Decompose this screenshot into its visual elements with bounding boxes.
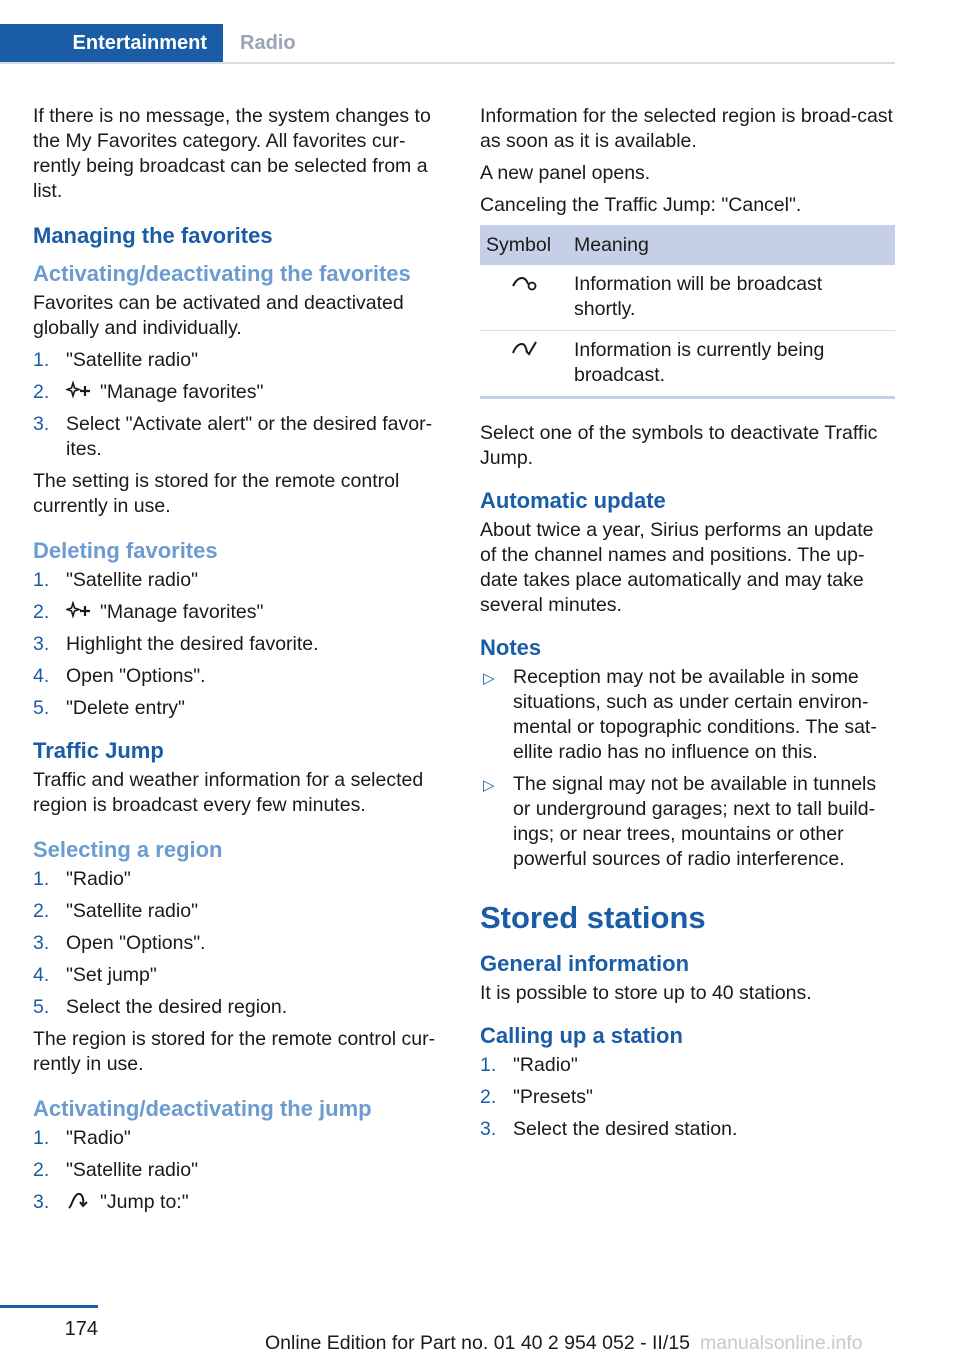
step-number: 2. bbox=[480, 1086, 497, 1108]
table-cell-meaning: Information is currently being broadcast. bbox=[568, 331, 895, 398]
step-text: "Radio" bbox=[513, 1054, 578, 1076]
bullet-triangle-icon: ▷ bbox=[483, 777, 495, 794]
heading-traffic-jump: Traffic Jump bbox=[33, 738, 164, 763]
list-item bbox=[480, 1085, 895, 1110]
step-number: 5. bbox=[33, 697, 50, 719]
step-text: "Jump to:" bbox=[100, 1191, 189, 1213]
step-number: 2. bbox=[33, 900, 50, 922]
heading-selecting-region: Selecting a region bbox=[33, 837, 223, 862]
general-paragraph: It is possible to store up to 40 stations. bbox=[480, 982, 812, 1004]
list-item bbox=[480, 1117, 895, 1142]
heading-notes: Notes bbox=[480, 635, 542, 660]
right-paragraph-1: Information for the selected region is broad-cast as soon as it is available. bbox=[480, 105, 893, 152]
broadcasting-now-icon bbox=[510, 338, 538, 358]
step-number: 1. bbox=[33, 349, 50, 371]
table-cell-symbol bbox=[480, 331, 568, 398]
step-number: 3. bbox=[480, 1118, 497, 1140]
step-number: 4. bbox=[33, 665, 50, 687]
step-number: 1. bbox=[33, 569, 50, 591]
step-text: "Radio" bbox=[66, 1127, 131, 1149]
traffic-paragraph: Traffic and weather information for a selected region is broadcast every few minutes. bbox=[33, 769, 424, 816]
step-text: "Satellite radio" bbox=[66, 1159, 198, 1181]
step-text: "Manage favorites" bbox=[100, 601, 264, 623]
tab-entertainment[interactable]: Entertainment bbox=[0, 24, 223, 62]
step-text: "Set jump" bbox=[66, 964, 157, 986]
table-header-meaning: Meaning bbox=[568, 225, 895, 265]
right-paragraph-2: A new panel opens. bbox=[480, 162, 651, 184]
step-number: 1. bbox=[480, 1054, 497, 1076]
heading-general-information: General information bbox=[480, 951, 690, 976]
list-item bbox=[480, 1053, 895, 1078]
auto-update-paragraph: About twice a year, Sirius performs an update of the channel names and positions. The up-date takes place automatically and may take several minutes. bbox=[480, 519, 874, 616]
table-cell-meaning: Information will be broadcast shortly. bbox=[568, 265, 895, 331]
tab-radio[interactable]: Radio bbox=[240, 32, 296, 54]
step-text: Highlight the desired favorite. bbox=[66, 633, 319, 655]
step-number: 2. bbox=[33, 601, 50, 623]
footer-divider bbox=[0, 1305, 98, 1308]
jump-steps bbox=[33, 1126, 448, 1215]
deleting-steps bbox=[33, 568, 448, 721]
step-number: 3. bbox=[33, 413, 50, 435]
list-item bbox=[33, 867, 448, 892]
step-text: "Radio" bbox=[66, 868, 131, 890]
table-row bbox=[480, 331, 895, 398]
list-item bbox=[33, 1190, 448, 1215]
step-text: "Satellite radio" bbox=[66, 569, 198, 591]
step-number: 3. bbox=[33, 932, 50, 954]
step-number: 4. bbox=[33, 964, 50, 986]
list-item bbox=[33, 600, 448, 625]
step-text: "Satellite radio" bbox=[66, 349, 198, 371]
manage-favorites-icon bbox=[66, 381, 92, 401]
calling-steps bbox=[480, 1053, 895, 1142]
step-number: 5. bbox=[33, 996, 50, 1018]
notes-list bbox=[480, 665, 895, 872]
step-text: Open "Options". bbox=[66, 665, 206, 687]
note-text: Reception may not be available in some situations, such as under certain environ-mental or topographic conditions. The sat-ellite radio has no influence on this. bbox=[513, 666, 877, 763]
list-item bbox=[33, 632, 448, 657]
watermark: manualsonline.info bbox=[700, 1332, 863, 1354]
note-text: The signal may not be available in tunnels or underground garages; next to tall build-ings; or near trees, mountains or other powerful sources of radio interference. bbox=[513, 773, 877, 870]
manage-favorites-icon bbox=[66, 601, 92, 621]
list-item bbox=[33, 696, 448, 721]
list-item bbox=[33, 963, 448, 988]
after-table-paragraph: Select one of the symbols to deactivate Traffic Jump. bbox=[480, 422, 878, 469]
list-item bbox=[33, 380, 448, 405]
step-number: 3. bbox=[33, 633, 50, 655]
activating-paragraph: Favorites can be activated and deactivated globally and individually. bbox=[33, 292, 404, 339]
list-item bbox=[33, 1126, 448, 1151]
page-header bbox=[0, 24, 895, 64]
list-item bbox=[480, 665, 895, 765]
page-number: 174 bbox=[64, 1318, 98, 1340]
list-item bbox=[33, 995, 448, 1020]
step-text: "Manage favorites" bbox=[100, 381, 264, 403]
broadcast-soon-icon bbox=[510, 272, 538, 292]
left-column bbox=[33, 104, 448, 1222]
list-item bbox=[33, 899, 448, 924]
traffic-jump-icon bbox=[66, 1191, 92, 1211]
list-item bbox=[33, 568, 448, 593]
step-text: "Delete entry" bbox=[66, 697, 185, 719]
step-text: Open "Options". bbox=[66, 932, 206, 954]
step-text: Select the desired station. bbox=[513, 1118, 738, 1140]
heading-deleting-favorites: Deleting favorites bbox=[33, 538, 218, 563]
heading-managing-favorites: Managing the favorites bbox=[33, 223, 273, 248]
heading-automatic-update: Automatic update bbox=[480, 488, 666, 513]
heading-calling-station: Calling up a station bbox=[480, 1023, 683, 1048]
list-item bbox=[33, 931, 448, 956]
step-text: Select "Activate alert" or the desired favor-ites. bbox=[66, 413, 433, 460]
heading-stored-stations: Stored stations bbox=[480, 900, 706, 935]
heading-activating-favorites: Activating/deactivating the favorites bbox=[33, 261, 411, 286]
list-item bbox=[33, 412, 448, 462]
region-note: The region is stored for the remote control cur-rently in use. bbox=[33, 1028, 436, 1075]
list-item bbox=[33, 348, 448, 373]
table-header-row bbox=[480, 225, 895, 265]
intro-paragraph: If there is no message, the system changes to the My Favorites category. All favorites cur-rently being broadcast can be selected from a list. bbox=[33, 105, 431, 202]
table-row bbox=[480, 265, 895, 331]
right-column bbox=[480, 104, 895, 1149]
step-number: 3. bbox=[33, 1191, 50, 1213]
list-item bbox=[33, 1158, 448, 1183]
step-text: "Presets" bbox=[513, 1086, 593, 1108]
list-item bbox=[480, 772, 895, 872]
activating-steps bbox=[33, 348, 448, 462]
step-number: 2. bbox=[33, 381, 50, 403]
bullet-triangle-icon: ▷ bbox=[483, 670, 495, 687]
table-cell-symbol bbox=[480, 265, 568, 331]
step-number: 1. bbox=[33, 1127, 50, 1149]
right-paragraph-3: Canceling the Traffic Jump: "Cancel". bbox=[480, 194, 802, 216]
edition-text: Online Edition for Part no. 01 40 2 954 052 - II/15 bbox=[265, 1332, 690, 1354]
step-text: Select the desired region. bbox=[66, 996, 288, 1018]
step-number: 2. bbox=[33, 1159, 50, 1181]
step-number: 1. bbox=[33, 868, 50, 890]
symbol-table bbox=[480, 225, 895, 399]
region-steps bbox=[33, 867, 448, 1020]
table-header-symbol: Symbol bbox=[480, 225, 568, 265]
heading-activating-jump: Activating/deactivating the jump bbox=[33, 1096, 372, 1121]
step-text: "Satellite radio" bbox=[66, 900, 198, 922]
list-item bbox=[33, 664, 448, 689]
activating-note: The setting is stored for the remote control currently in use. bbox=[33, 470, 400, 517]
